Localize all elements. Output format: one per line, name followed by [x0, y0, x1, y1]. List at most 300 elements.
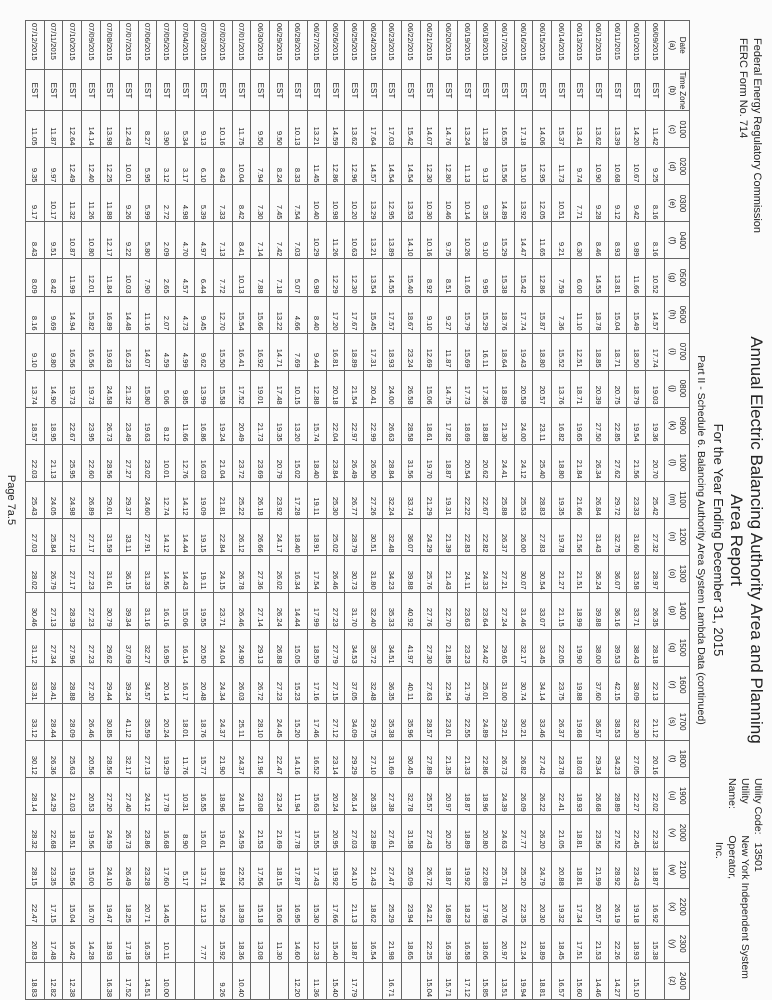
table-row	[326, 21, 345, 1000]
lambda-cell: 9.85	[176, 370, 195, 407]
lambda-cell: 18.89	[533, 925, 552, 962]
time-zone-cell: EST	[589, 70, 608, 111]
lambda-cell: 26.89	[82, 481, 101, 518]
lambda-cell: 14.10	[401, 222, 420, 259]
date-cell: 07/06/2015	[138, 21, 157, 70]
lambda-cell: 20.14	[157, 666, 176, 703]
lambda-cell: 16.55	[495, 111, 514, 148]
table-row	[82, 21, 101, 1000]
lambda-cell: 26.14	[345, 777, 364, 814]
lambda-cell: 21.53	[251, 814, 270, 851]
lambda-cell: 30.54	[533, 555, 552, 592]
lambda-cell: 29.34	[589, 740, 608, 777]
lambda-cell: 20.18	[326, 370, 345, 407]
lambda-cell: 12.86	[326, 148, 345, 185]
column-header	[665, 222, 690, 259]
lambda-cell: 27.32	[646, 518, 665, 555]
lambda-cell: 9.35	[25, 148, 44, 185]
lambda-cell: 17.36	[477, 370, 496, 407]
lambda-cell: 29.01	[101, 481, 120, 518]
column-header-letter: (w)	[668, 864, 677, 876]
lambda-cell: 7.94	[251, 148, 270, 185]
lambda-cell: 9.95	[477, 259, 496, 296]
lambda-cell: 23.84	[326, 444, 345, 481]
column-header-label: 0700	[678, 342, 687, 361]
lambda-cell: 14.51	[138, 962, 157, 999]
lambda-cell: 20.24	[157, 703, 176, 740]
lambda-cell: 19.65	[571, 407, 590, 444]
lambda-cell: 20.20	[439, 814, 458, 851]
lambda-cell: 14.47	[514, 222, 533, 259]
lambda-cell: 26.24	[270, 592, 289, 629]
lambda-cell: 15.06	[176, 592, 195, 629]
column-header	[665, 814, 690, 851]
lambda-cell: 23.08	[251, 777, 270, 814]
date-cell: 06/27/2015	[307, 21, 326, 70]
lambda-cell: 25.20	[514, 851, 533, 888]
lambda-cell: 26.49	[345, 444, 364, 481]
lambda-cell: 21.03	[63, 777, 82, 814]
date-cell: 06/25/2015	[345, 21, 364, 70]
lambda-cell: 9.89	[627, 222, 646, 259]
column-header-label: 2100	[678, 860, 687, 879]
lambda-cell: 26.68	[589, 777, 608, 814]
lambda-cell: 18.84	[213, 851, 232, 888]
lambda-cell: 19.35	[552, 481, 571, 518]
lambda-cell: 28.44	[44, 703, 63, 740]
lambda-cell: 23.49	[119, 407, 138, 444]
date-cell: 07/02/2015	[213, 21, 232, 70]
lambda-cell: 18.64	[495, 333, 514, 370]
lambda-cell: 22.99	[364, 407, 383, 444]
column-header-letter: (f)	[668, 236, 677, 245]
lambda-cell: 25.01	[477, 666, 496, 703]
lambda-cell: 13.76	[552, 370, 571, 407]
lambda-cell: 26.00	[514, 518, 533, 555]
lambda-cell: 17.56	[251, 851, 270, 888]
lambda-cell: 27.63	[420, 666, 439, 703]
lambda-cell: 23.02	[138, 444, 157, 481]
time-zone-cell: EST	[627, 70, 646, 111]
lambda-cell: 8.16	[646, 185, 665, 222]
lambda-cell: 19.31	[439, 481, 458, 518]
lambda-cell: 11.42	[646, 111, 665, 148]
lambda-cell: 21.79	[458, 666, 477, 703]
lambda-cell: 18.23	[458, 888, 477, 925]
lambda-cell: 17.99	[307, 592, 326, 629]
lambda-cell: 20.53	[82, 777, 101, 814]
lambda-cell: 27.76	[420, 592, 439, 629]
lambda-cell: 30.51	[364, 518, 383, 555]
lambda-cell: 24.79	[533, 851, 552, 888]
column-header-letter: (c)	[668, 124, 677, 135]
table-row	[307, 21, 326, 1000]
lambda-cell: 9.22	[119, 222, 138, 259]
date-cell: 06/13/2015	[571, 21, 590, 70]
lambda-cell: 32.48	[364, 666, 383, 703]
lambda-cell: 14.55	[589, 259, 608, 296]
lambda-cell: 9.13	[477, 148, 496, 185]
lambda-cell: 13.71	[195, 851, 214, 888]
date-cell: 06/14/2015	[552, 21, 571, 70]
lambda-cell: 7.77	[195, 925, 214, 962]
lambda-cell: 15.04	[420, 962, 439, 999]
lambda-cell: 36.07	[608, 555, 627, 592]
column-header	[665, 148, 690, 185]
lambda-cell: 14.90	[44, 370, 63, 407]
time-zone-cell: EST	[514, 70, 533, 111]
lambda-cell: 42.15	[608, 666, 627, 703]
lambda-cell: 24.10	[101, 851, 120, 888]
lambda-cell: 14.59	[326, 111, 345, 148]
lambda-cell: 23.35	[44, 851, 63, 888]
lambda-cell: 22.68	[44, 814, 63, 851]
lambda-cell: 21.15	[552, 592, 571, 629]
lambda-cell: 26.46	[232, 592, 251, 629]
table-row	[101, 21, 120, 1000]
lambda-cell: 18.25	[119, 888, 138, 925]
lambda-cell: 22.02	[646, 777, 665, 814]
lambda-cell: 28.15	[25, 851, 44, 888]
lambda-cell: 9.74	[571, 148, 590, 185]
date-cell: 06/16/2015	[514, 21, 533, 70]
lambda-cell: 36.16	[608, 592, 627, 629]
utility-name-cont: Inc.	[713, 842, 725, 859]
lambda-cell: 28.92	[608, 851, 627, 888]
lambda-cell: 8.16	[25, 296, 44, 333]
lambda-cell: 11.65	[533, 222, 552, 259]
lambda-cell: 5.07	[289, 259, 308, 296]
lambda-cell: 21.84	[571, 444, 590, 481]
column-header	[665, 370, 690, 407]
lambda-cell: 22.47	[25, 888, 44, 925]
lambda-cell: 14.57	[646, 296, 665, 333]
lambda-cell: 38.43	[627, 629, 646, 666]
lambda-cell: 26.79	[44, 555, 63, 592]
lambda-cell: 27.13	[138, 740, 157, 777]
lambda-cell: 26.12	[232, 518, 251, 555]
lambda-cell: 21.43	[364, 851, 383, 888]
lambda-cell: 25.11	[232, 703, 251, 740]
lambda-cell: 19.73	[82, 370, 101, 407]
lambda-cell: 15.05	[289, 629, 308, 666]
lambda-cell: 24.18	[232, 777, 251, 814]
column-header-letter: (l)	[668, 459, 677, 467]
column-header	[665, 666, 690, 703]
lambda-cell: 4.97	[195, 222, 214, 259]
lambda-cell: 26.35	[364, 777, 383, 814]
lambda-cell: 9.62	[195, 333, 214, 370]
lambda-cell: 12.30	[420, 148, 439, 185]
lambda-cell: 19.70	[420, 444, 439, 481]
lambda-cell: 22.45	[627, 814, 646, 851]
lambda-cell: 15.56	[495, 148, 514, 185]
lambda-cell: 23.94	[401, 888, 420, 925]
lambda-cell: 19.63	[101, 333, 120, 370]
column-header-letter: (r)	[668, 680, 677, 689]
lambda-cell: 37.09	[119, 629, 138, 666]
lambda-cell: 37.60	[589, 666, 608, 703]
lambda-cell: 16.56	[63, 333, 82, 370]
lambda-cell: 26.78	[232, 555, 251, 592]
lambda-cell: 17.57	[383, 296, 402, 333]
lambda-cell: 20.57	[533, 370, 552, 407]
lambda-cell: 27.34	[44, 629, 63, 666]
table-row	[608, 21, 627, 1000]
table-row	[270, 21, 289, 1000]
lambda-cell: 25.95	[63, 444, 82, 481]
table-row	[589, 21, 608, 1000]
lambda-cell: 22.04	[326, 407, 345, 444]
column-header-label: 1300	[678, 564, 687, 583]
lambda-cell: 10.00	[157, 962, 176, 999]
lambda-cell: 26.66	[251, 518, 270, 555]
column-header-letter: (g)	[668, 272, 677, 283]
lambda-cell: 8.90	[176, 814, 195, 851]
lambda-cell: 27.20	[101, 777, 120, 814]
lambda-cell: 20.70	[646, 444, 665, 481]
date-cell: 07/04/2015	[176, 21, 195, 70]
lambda-cell: 18.67	[401, 296, 420, 333]
lambda-cell: 18.93	[571, 777, 590, 814]
lambda-cell: 24.04	[213, 629, 232, 666]
lambda-cell: 13.51	[495, 962, 514, 999]
lambda-cell: 15.40	[401, 259, 420, 296]
lambda-cell: 14.43	[176, 555, 195, 592]
lambda-cell: 9.21	[552, 222, 571, 259]
lambda-cell: 21.05	[552, 814, 571, 851]
lambda-cell: 22.33	[646, 814, 665, 851]
lambda-cell: 15.06	[270, 888, 289, 925]
lambda-cell: 19.18	[627, 888, 646, 925]
lambda-cell: 28.97	[646, 555, 665, 592]
lambda-cell: 8.43	[25, 222, 44, 259]
lambda-cell: 21.32	[119, 370, 138, 407]
column-header-letter: (d)	[668, 161, 677, 172]
lambda-cell: 17.43	[307, 851, 326, 888]
lambda-cell: 20.80	[477, 814, 496, 851]
table-row	[533, 21, 552, 1000]
lambda-cell: 27.20	[82, 666, 101, 703]
lambda-cell: 9.10	[420, 296, 439, 333]
lambda-cell: 4.57	[176, 259, 195, 296]
lambda-cell: 13.53	[401, 185, 420, 222]
lambda-cell: 13.99	[195, 370, 214, 407]
time-zone-cell: EST	[232, 70, 251, 111]
column-header-label: 0300	[678, 194, 687, 213]
lambda-cell: 20.56	[82, 740, 101, 777]
lambda-cell: 18.76	[195, 703, 214, 740]
lambda-cell: 27.47	[383, 851, 402, 888]
lambda-cell: 16.56	[82, 333, 101, 370]
lambda-cell: 17.15	[44, 888, 63, 925]
lambda-cell: 12.49	[63, 148, 82, 185]
lambda-cell: 24.39	[495, 777, 514, 814]
lambda-cell: 32.17	[514, 629, 533, 666]
lambda-cell: 22.52	[232, 851, 251, 888]
lambda-cell: 27.23	[82, 629, 101, 666]
lambda-cell: 22.03	[25, 444, 44, 481]
column-header-letter: (q)	[668, 642, 677, 653]
lambda-cell: 28.88	[63, 666, 82, 703]
lambda-cell: 17.28	[289, 481, 308, 518]
filer-info	[736, 38, 764, 233]
lambda-cell: 17.46	[307, 703, 326, 740]
table-row	[364, 21, 383, 1000]
table-row	[495, 21, 514, 1000]
lambda-cell: 9.13	[195, 111, 214, 148]
lambda-cell: 14.55	[383, 259, 402, 296]
lambda-cell: 15.69	[458, 333, 477, 370]
lambda-cell: 15.74	[307, 407, 326, 444]
lambda-cell: 17.67	[345, 296, 364, 333]
lambda-cell: 13.39	[608, 111, 627, 148]
lambda-cell: 18.88	[477, 407, 496, 444]
lambda-cell: 15.06	[420, 370, 439, 407]
lambda-cell: 12.29	[326, 259, 345, 296]
lambda-cell: 15.87	[533, 296, 552, 333]
lambda-cell: 25.02	[326, 518, 345, 555]
lambda-cell: 5.34	[176, 111, 195, 148]
lambda-cell: 7.33	[213, 185, 232, 222]
lambda-cell: 40.92	[401, 592, 420, 629]
lambda-cell: 22.67	[477, 481, 496, 518]
system-lambda-table	[25, 20, 690, 1000]
lambda-cell: 28.39	[63, 592, 82, 629]
lambda-cell: 19.90	[571, 629, 590, 666]
lambda-cell: 17.03	[383, 111, 402, 148]
column-header-label: 1900	[678, 786, 687, 805]
column-header	[665, 296, 690, 333]
lambda-cell: 23.69	[251, 444, 270, 481]
lambda-cell: 16.58	[458, 925, 477, 962]
column-header-label: Time Zone	[678, 71, 687, 110]
lambda-cell: 11.66	[176, 407, 195, 444]
lambda-cell: 10.51	[552, 185, 571, 222]
lambda-cell: 33.12	[25, 703, 44, 740]
lambda-cell: 16.11	[477, 333, 496, 370]
lambda-cell: 16.95	[157, 629, 176, 666]
time-zone-cell: EST	[307, 70, 326, 111]
lambda-cell: 15.18	[251, 888, 270, 925]
date-cell: 07/01/2015	[232, 21, 251, 70]
table-row	[138, 21, 157, 1000]
lambda-cell: 24.89	[477, 703, 496, 740]
lambda-cell: 15.92	[213, 925, 232, 962]
lambda-cell: 26.84	[589, 481, 608, 518]
lambda-cell: 9.10	[477, 222, 496, 259]
lambda-cell: 21.35	[439, 740, 458, 777]
lambda-cell: 9.80	[44, 333, 63, 370]
lambda-cell: 30.46	[25, 592, 44, 629]
lambda-cell: 18.87	[345, 925, 364, 962]
lambda-cell: 18.93	[101, 925, 120, 962]
lambda-cell: 31.16	[138, 592, 157, 629]
lambda-cell: 8.51	[439, 259, 458, 296]
table-row	[157, 21, 176, 1000]
lambda-cell: 10.63	[345, 222, 364, 259]
lambda-cell: 27.26	[364, 481, 383, 518]
lambda-cell: 18.81	[571, 851, 590, 888]
lambda-cell: 24.59	[101, 814, 120, 851]
lambda-cell: 13.92	[514, 185, 533, 222]
table-row	[232, 21, 251, 1000]
lambda-cell: 22.86	[477, 740, 496, 777]
lambda-cell: 21.30	[495, 407, 514, 444]
lambda-cell: 20.95	[326, 814, 345, 851]
lambda-cell: 17.18	[514, 111, 533, 148]
lambda-cell: 27.12	[63, 518, 82, 555]
lambda-cell: 10.11	[157, 925, 176, 962]
lambda-cell: 15.38	[646, 925, 665, 962]
lambda-cell: 26.22	[533, 777, 552, 814]
lambda-cell: 9.50	[251, 111, 270, 148]
lambda-cell: 7.30	[251, 185, 270, 222]
lambda-cell: 16.54	[364, 925, 383, 962]
table-row	[195, 21, 214, 1000]
lambda-cell: 11.88	[101, 185, 120, 222]
lambda-cell: 11.65	[458, 259, 477, 296]
lambda-cell: 4.73	[176, 296, 195, 333]
date-cell: 07/10/2015	[63, 21, 82, 70]
lambda-cell: 14.14	[82, 111, 101, 148]
lambda-cell: 24.58	[101, 370, 120, 407]
lambda-cell: 18.45	[552, 925, 571, 962]
lambda-cell: 31.33	[138, 555, 157, 592]
lambda-cell: 17.16	[307, 666, 326, 703]
column-header	[665, 481, 690, 518]
lambda-cell: 15.38	[495, 259, 514, 296]
lambda-cell: 15.29	[495, 222, 514, 259]
lambda-cell: 9.45	[195, 296, 214, 333]
lambda-cell: 14.60	[289, 925, 308, 962]
lambda-cell: 15.42	[514, 259, 533, 296]
lambda-cell: 18.80	[552, 444, 571, 481]
lambda-cell: 18.06	[477, 925, 496, 962]
lambda-cell: 10.31	[176, 777, 195, 814]
lambda-cell: 13.89	[383, 222, 402, 259]
time-zone-cell: EST	[270, 70, 289, 111]
lambda-cell: 17.64	[364, 111, 383, 148]
lambda-cell: 19.73	[63, 370, 82, 407]
lambda-cell: 12.96	[345, 148, 364, 185]
time-zone-cell: EST	[251, 70, 270, 111]
lambda-cell: 15.04	[608, 296, 627, 333]
lambda-cell: 30.21	[514, 703, 533, 740]
lambda-cell	[251, 962, 270, 999]
lambda-cell: 8.12	[157, 407, 176, 444]
lambda-cell: 29.75	[364, 703, 383, 740]
lambda-cell: 29.44	[101, 666, 120, 703]
date-cell: 06/18/2015	[477, 21, 496, 70]
lambda-cell: 21.51	[571, 555, 590, 592]
time-zone-cell: EST	[157, 70, 176, 111]
lambda-cell: 11.30	[270, 925, 289, 962]
lambda-cell: 26.09	[514, 777, 533, 814]
lambda-cell: 28.89	[608, 777, 627, 814]
lambda-cell: 10.14	[458, 185, 477, 222]
lambda-cell: 39.88	[401, 555, 420, 592]
lambda-cell: 18.87	[458, 777, 477, 814]
lambda-cell: 15.49	[627, 296, 646, 333]
lambda-cell: 27.96	[63, 629, 82, 666]
utility-code: 13501	[752, 842, 764, 872]
lambda-cell: 27.77	[514, 814, 533, 851]
lambda-cell: 24.33	[477, 555, 496, 592]
lambda-cell: 15.42	[401, 111, 420, 148]
lambda-cell: 25.43	[25, 481, 44, 518]
lambda-cell: 29.62	[101, 629, 120, 666]
